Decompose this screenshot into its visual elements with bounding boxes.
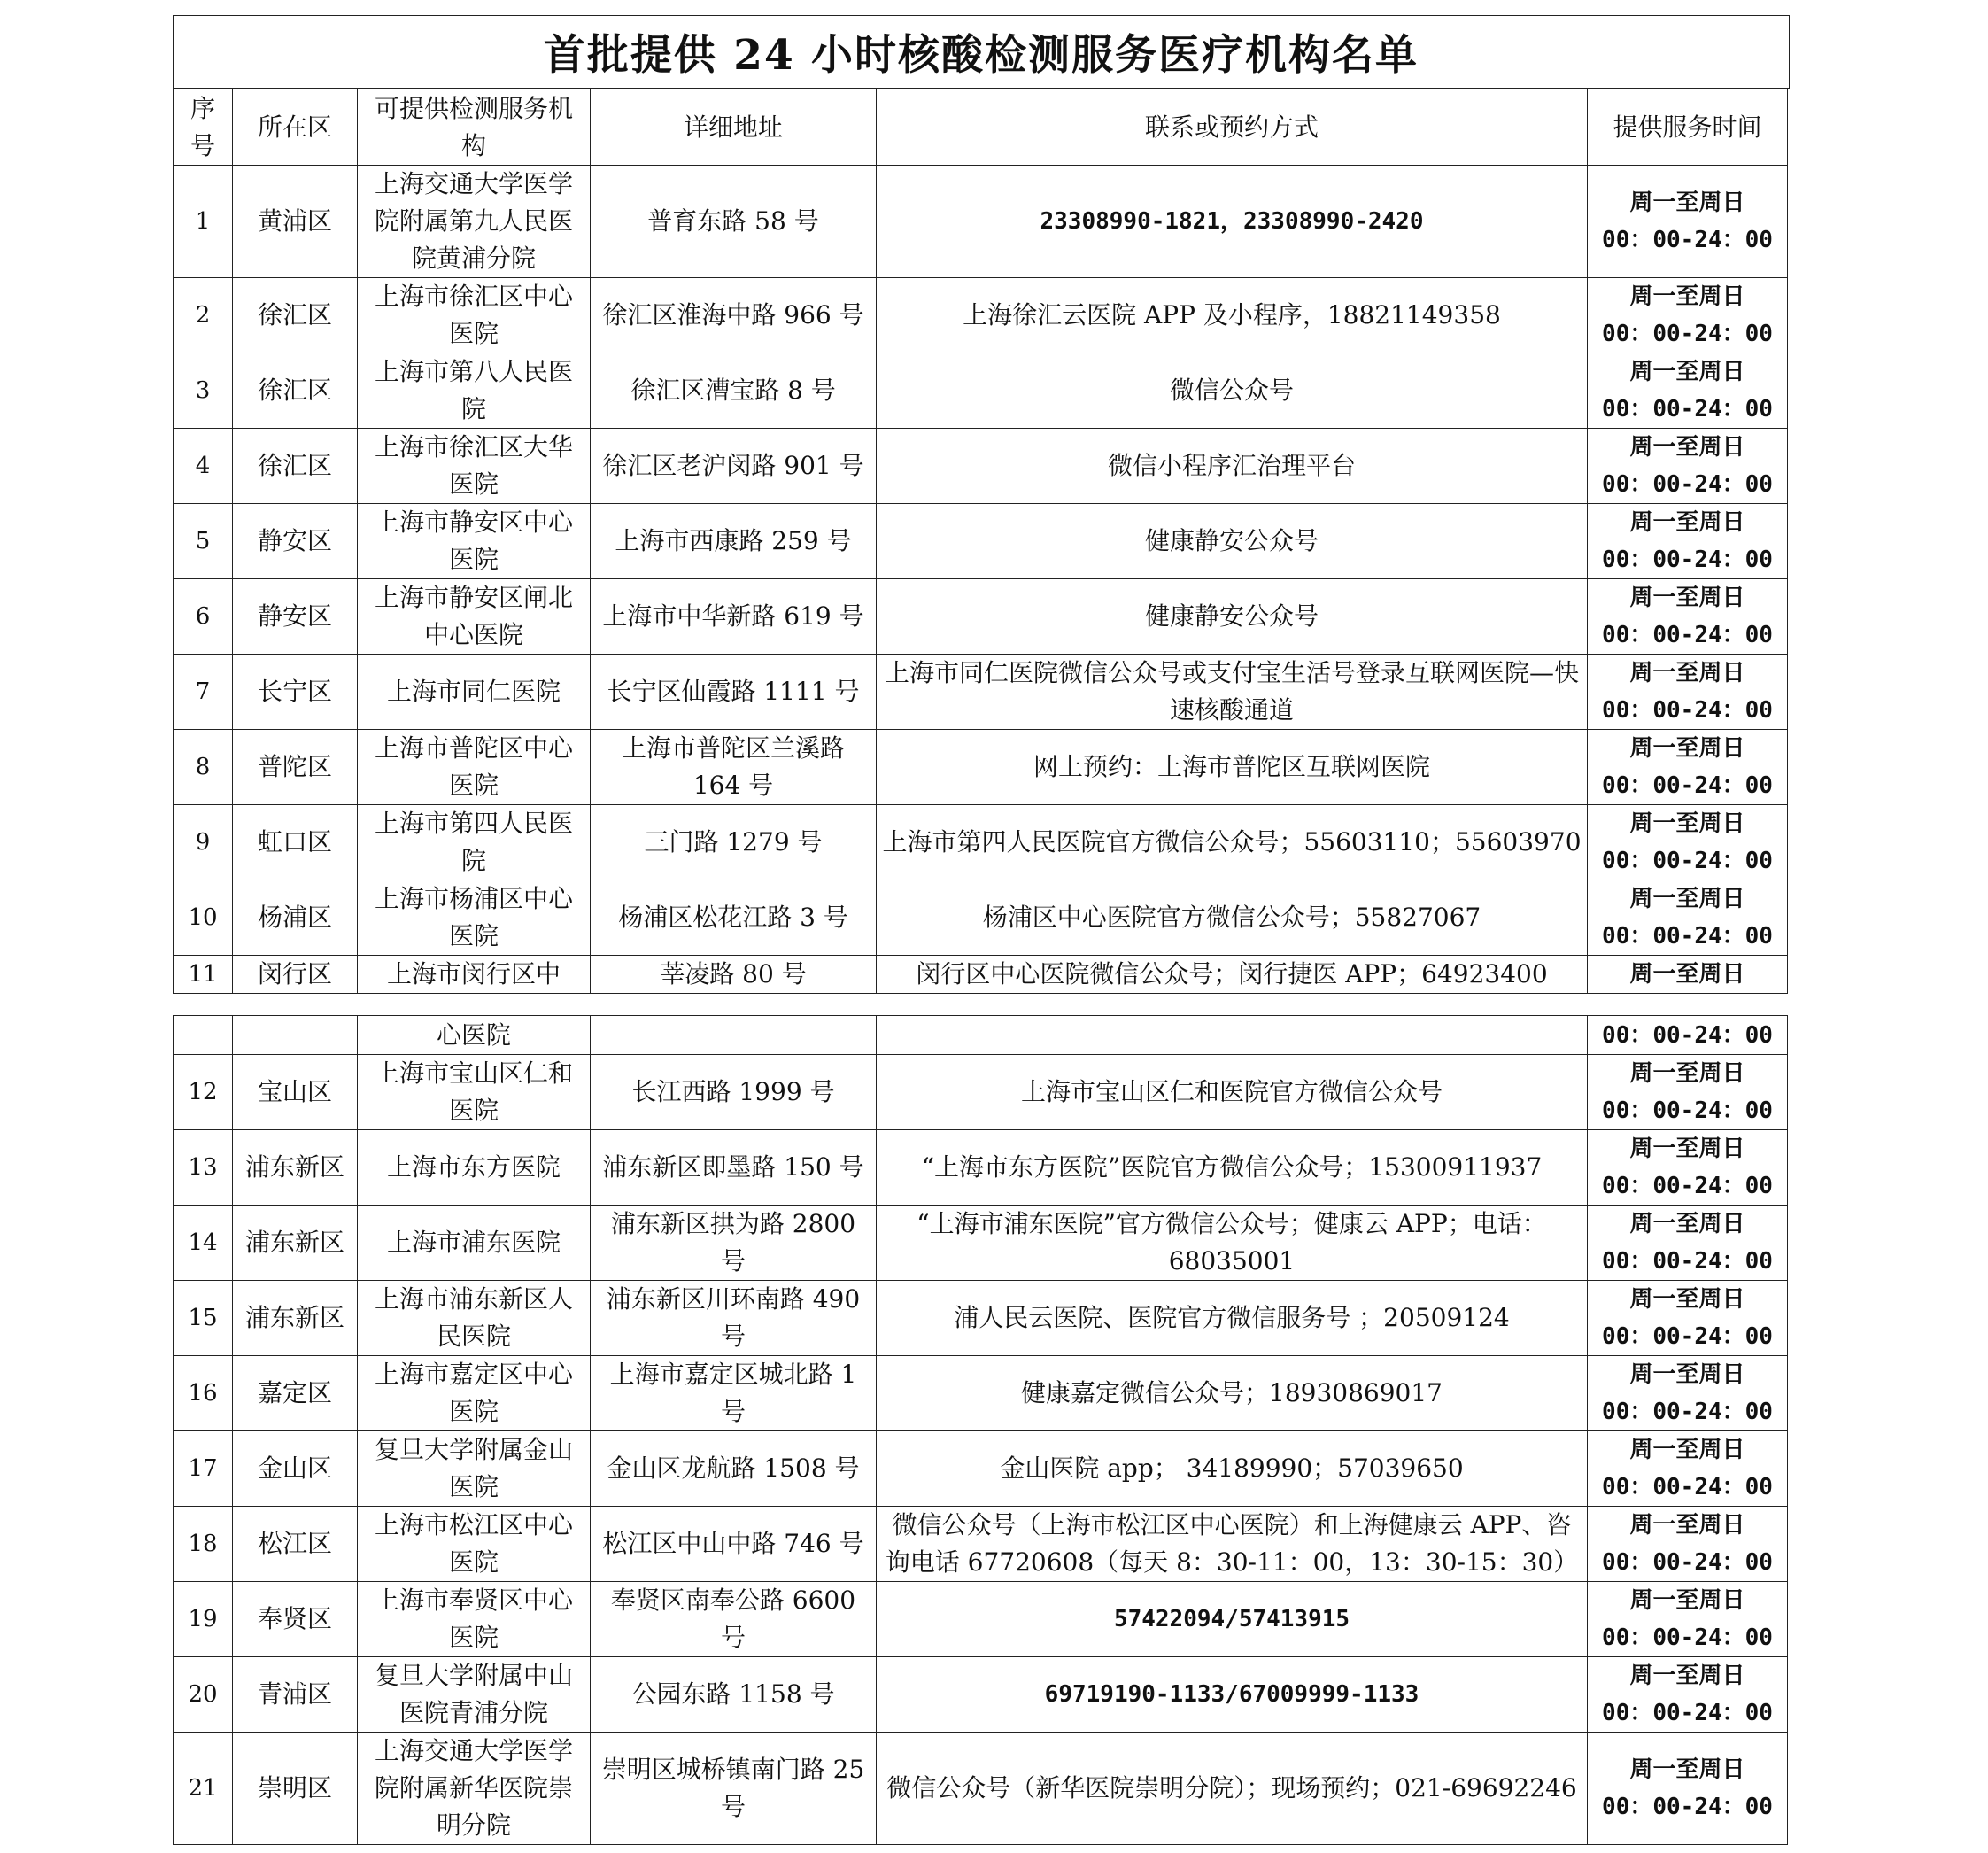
cell-contact: 健康静安公众号 <box>877 504 1588 579</box>
cell-hours <box>1588 1130 1788 1206</box>
hours-time: 00：00-24：00 <box>1602 1624 1773 1651</box>
cell-contact: 上海市同仁医院微信公众号或支付宝生活号登录互联网医院—快速核酸通道 <box>877 655 1588 730</box>
hours-days: 周一至周日 <box>1629 660 1745 686</box>
cell-contact: 杨浦区中心医院官方微信公众号；55827067 <box>877 880 1588 956</box>
table-row <box>174 1130 1788 1206</box>
hours-time: 00：00-24：00 <box>1602 1097 1773 1124</box>
table-row <box>174 1206 1788 1281</box>
cell-address: 长江西路 1999 号 <box>591 1055 877 1130</box>
table-row <box>174 805 1788 880</box>
cell-no: 8 <box>174 730 233 805</box>
cell-district: 崇明区 <box>233 1733 358 1845</box>
cell-address: 浦东新区川环南路 490 号 <box>591 1281 877 1356</box>
cell-no: 2 <box>174 278 233 353</box>
cell-institution: 上海市第八人民医院 <box>358 353 591 429</box>
cell-institution: 上海市闵行区中 <box>358 956 591 994</box>
hours-time: 00：00-24：00 <box>1602 772 1773 799</box>
cell-institution: 心医院 <box>358 1016 591 1055</box>
hours-time: 00：00-24：00 <box>1602 923 1773 950</box>
cell-address: 杨浦区松花江路 3 号 <box>591 880 877 956</box>
cell-no: 13 <box>174 1130 233 1206</box>
cell-contact: 上海市宝山区仁和医院官方微信公众号 <box>877 1055 1588 1130</box>
cell-district: 闵行区 <box>233 956 358 994</box>
table-row <box>174 429 1788 504</box>
cell-address: 上海市西康路 259 号 <box>591 504 877 579</box>
hours-days: 周一至周日 <box>1629 434 1745 461</box>
table-row <box>174 278 1788 353</box>
cell-district: 金山区 <box>233 1431 358 1507</box>
cell-address: 莘凌路 80 号 <box>591 956 877 994</box>
table-row <box>174 1582 1788 1657</box>
cell-institution: 上海市浦东医院 <box>358 1206 591 1281</box>
cell-contact: “上海市浦东医院”官方微信公众号；健康云 APP；电话：68035001 <box>877 1206 1588 1281</box>
cell-no: 6 <box>174 579 233 655</box>
cell-no: 18 <box>174 1507 233 1582</box>
cell-district: 青浦区 <box>233 1657 358 1733</box>
cell-address: 普育东路 58 号 <box>591 166 877 278</box>
cell-contact: 微信小程序汇治理平台 <box>877 429 1588 504</box>
hours-time: 00：00-24：00 <box>1602 622 1773 648</box>
cell-hours <box>1588 1206 1788 1281</box>
cell-contact: 网上预约：上海市普陀区互联网医院 <box>877 730 1588 805</box>
cell-address: 徐汇区淮海中路 966 号 <box>591 278 877 353</box>
cell-no: 12 <box>174 1055 233 1130</box>
cell-no: 9 <box>174 805 233 880</box>
hours-time: 00：00-24：00 <box>1602 848 1773 874</box>
cell-address: 徐汇区漕宝路 8 号 <box>591 353 877 429</box>
cell-contact: 浦人民云医院、医院官方微信服务号 ；20509124 <box>877 1281 1588 1356</box>
cell-institution: 上海市徐汇区中心医院 <box>358 278 591 353</box>
cell-hours: 00：00-24：00 <box>1588 1016 1788 1055</box>
cell-district: 浦东新区 <box>233 1281 358 1356</box>
table-row <box>174 1281 1788 1356</box>
header-row <box>174 89 1788 166</box>
cell-hours <box>1588 1582 1788 1657</box>
cell-no: 16 <box>174 1356 233 1431</box>
hours-time: 00：00-24：00 <box>1602 1474 1773 1500</box>
hours-days: 周一至周日 <box>1629 1756 1745 1783</box>
table-row <box>174 655 1788 730</box>
hours-days: 周一至周日 <box>1629 1136 1745 1162</box>
hours-days: 周一至周日 <box>1629 509 1745 536</box>
cell-hours <box>1588 166 1788 278</box>
cell-institution: 上海交通大学医学院附属新华医院崇明分院 <box>358 1733 591 1845</box>
cell-hours <box>1588 880 1788 956</box>
cell-district: 虹口区 <box>233 805 358 880</box>
hours-time: 00：00-24：00 <box>1602 1173 1773 1199</box>
cell-contact: 69719190-1133/67009999-1133 <box>877 1657 1588 1733</box>
hospital-table-part-2 <box>173 1015 1788 1845</box>
cell-institution: 上海市杨浦区中心医院 <box>358 880 591 956</box>
header-district: 所在区 <box>233 89 358 166</box>
cell-contact: “上海市东方医院”医院官方微信公众号；15300911937 <box>877 1130 1588 1206</box>
hours-days: 周一至周日 <box>1629 886 1745 912</box>
hours-time: 00：00-24：00 <box>1602 1794 1773 1820</box>
table-row <box>174 1431 1788 1507</box>
cell-contact <box>877 1016 1588 1055</box>
cell-institution: 上海市徐汇区大华医院 <box>358 429 591 504</box>
hours-days: 周一至周日 <box>1629 1437 1745 1463</box>
cell-contact: 上海徐汇云医院 APP 及小程序，18821149358 <box>877 278 1588 353</box>
cell-district: 松江区 <box>233 1507 358 1582</box>
hours-time: 00：00-24：00 <box>1602 547 1773 573</box>
cell-no <box>174 1016 233 1055</box>
hours-time: 00：00-24：00 <box>1602 396 1773 423</box>
cell-district: 普陀区 <box>233 730 358 805</box>
table-row <box>174 1733 1788 1845</box>
hours-days: 周一至周日 <box>1629 1663 1745 1689</box>
cell-contact: 微信公众号 <box>877 353 1588 429</box>
cell-contact: 微信公众号（新华医院崇明分院）；现场预约；021-69692246 <box>877 1733 1588 1845</box>
cell-district: 嘉定区 <box>233 1356 358 1431</box>
cell-no: 17 <box>174 1431 233 1507</box>
cell-no: 1 <box>174 166 233 278</box>
cell-contact: 健康静安公众号 <box>877 579 1588 655</box>
table-row <box>174 504 1788 579</box>
cell-district: 静安区 <box>233 579 358 655</box>
table-row <box>174 579 1788 655</box>
cell-no: 7 <box>174 655 233 730</box>
cell-hours <box>1588 1356 1788 1431</box>
cell-institution: 上海市宝山区仁和医院 <box>358 1055 591 1130</box>
cell-contact: 57422094/57413915 <box>877 1582 1588 1657</box>
header-institution: 可提供检测服务机构 <box>358 89 591 166</box>
table-row <box>174 1055 1788 1130</box>
cell-no: 3 <box>174 353 233 429</box>
cell-district: 长宁区 <box>233 655 358 730</box>
cell-hours <box>1588 579 1788 655</box>
header-hours: 提供服务时间 <box>1588 89 1788 166</box>
table-row <box>174 1507 1788 1582</box>
cell-district: 黄浦区 <box>233 166 358 278</box>
hours-time: 00：00-24：00 <box>1602 227 1773 253</box>
table-row <box>174 1657 1788 1733</box>
cell-institution: 上海市静安区闸北中心医院 <box>358 579 591 655</box>
cell-institution: 上海市松江区中心医院 <box>358 1507 591 1582</box>
cell-institution: 上海市奉贤区中心医院 <box>358 1582 591 1657</box>
cell-contact: 健康嘉定微信公众号；18930869017 <box>877 1356 1588 1431</box>
hours-days: 周一至周日 <box>1629 1512 1745 1539</box>
cell-address: 浦东新区即墨路 150 号 <box>591 1130 877 1206</box>
cell-address: 上海市普陀区兰溪路 164 号 <box>591 730 877 805</box>
hours-time: 00：00-24：00 <box>1602 471 1773 498</box>
cell-hours <box>1588 1281 1788 1356</box>
hours-time: 00：00-24：00 <box>1602 1700 1773 1726</box>
hours-days: 周一至周日 <box>1629 1211 1745 1237</box>
header-contact: 联系或预约方式 <box>877 89 1588 166</box>
page-title: 首批提供 24 小时核酸检测服务医疗机构名单 <box>173 15 1790 89</box>
cell-no: 14 <box>174 1206 233 1281</box>
cell-district <box>233 1016 358 1055</box>
hours-days: 周一至周日 <box>1629 1587 1745 1614</box>
table-row <box>174 1356 1788 1431</box>
cell-district: 徐汇区 <box>233 278 358 353</box>
hospital-table-part-1 <box>173 89 1788 994</box>
cell-no: 5 <box>174 504 233 579</box>
cell-district: 浦东新区 <box>233 1206 358 1281</box>
cell-address: 松江区中山中路 746 号 <box>591 1507 877 1582</box>
cell-contact: 23308990-1821，23308990-2420 <box>877 166 1588 278</box>
table-row <box>174 956 1788 994</box>
cell-address: 徐汇区老沪闵路 901 号 <box>591 429 877 504</box>
cell-no: 20 <box>174 1657 233 1733</box>
header-address: 详细地址 <box>591 89 877 166</box>
cell-hours <box>1588 1431 1788 1507</box>
cell-address: 崇明区城桥镇南门路 25 号 <box>591 1733 877 1845</box>
hours-days: 周一至周日 <box>1629 1060 1745 1087</box>
cell-institution: 上海市普陀区中心医院 <box>358 730 591 805</box>
cell-hours <box>1588 1055 1788 1130</box>
cell-district: 浦东新区 <box>233 1130 358 1206</box>
cell-contact: 微信公众号（上海市松江区中心医院）和上海健康云 APP、咨询电话 67720608（每天 8：30-11：00，13：30-15：30） <box>877 1507 1588 1582</box>
table-row <box>174 166 1788 278</box>
hours-time: 00：00-24：00 <box>1602 1248 1773 1275</box>
hours-days: 周一至周日 <box>1629 283 1745 310</box>
cell-district: 杨浦区 <box>233 880 358 956</box>
hours-days: 周一至周日 <box>1629 359 1745 385</box>
cell-hours <box>1588 655 1788 730</box>
cell-hours <box>1588 805 1788 880</box>
cell-hours <box>1588 504 1788 579</box>
cell-hours <box>1588 956 1788 994</box>
hours-days: 周一至周日 <box>1629 810 1745 837</box>
cell-institution: 复旦大学附属中山医院青浦分院 <box>358 1657 591 1733</box>
table-row <box>174 880 1788 956</box>
hours-time: 00：00-24：00 <box>1602 321 1773 347</box>
cell-address: 长宁区仙霞路 1111 号 <box>591 655 877 730</box>
cell-district: 徐汇区 <box>233 429 358 504</box>
hours-time: 00：00-24：00 <box>1602 1549 1773 1576</box>
cell-hours <box>1588 278 1788 353</box>
cell-institution: 上海市东方医院 <box>358 1130 591 1206</box>
cell-district: 奉贤区 <box>233 1582 358 1657</box>
hours-days: 周一至周日 <box>1629 961 1745 988</box>
cell-address: 上海市嘉定区城北路 1 号 <box>591 1356 877 1431</box>
cell-hours <box>1588 353 1788 429</box>
cell-institution: 上海市同仁医院 <box>358 655 591 730</box>
hours-days: 周一至周日 <box>1629 190 1745 216</box>
table-row <box>174 730 1788 805</box>
cell-institution: 上海市浦东新区人民医院 <box>358 1281 591 1356</box>
cell-contact: 金山医院 app； 34189990；57039650 <box>877 1431 1588 1507</box>
cell-hours <box>1588 429 1788 504</box>
cell-institution: 上海市第四人民医院 <box>358 805 591 880</box>
cell-address <box>591 1016 877 1055</box>
hours-days: 周一至周日 <box>1629 1361 1745 1388</box>
cell-address: 上海市中华新路 619 号 <box>591 579 877 655</box>
cell-contact: 闵行区中心医院微信公众号；闵行捷医 APP；64923400 <box>877 956 1588 994</box>
cell-address: 公园东路 1158 号 <box>591 1657 877 1733</box>
cell-hours <box>1588 730 1788 805</box>
cell-address: 浦东新区拱为路 2800 号 <box>591 1206 877 1281</box>
continuation-row <box>174 1016 1788 1055</box>
cell-contact: 上海市第四人民医院官方微信公众号；55603110；55603970 <box>877 805 1588 880</box>
cell-institution: 复旦大学附属金山医院 <box>358 1431 591 1507</box>
cell-no: 11 <box>174 956 233 994</box>
hours-time: 00：00-24：00 <box>1602 1399 1773 1425</box>
cell-no: 21 <box>174 1733 233 1845</box>
cell-no: 4 <box>174 429 233 504</box>
cell-district: 静安区 <box>233 504 358 579</box>
hours-days: 周一至周日 <box>1629 585 1745 611</box>
table-row <box>174 353 1788 429</box>
cell-hours <box>1588 1657 1788 1733</box>
cell-hours <box>1588 1733 1788 1845</box>
cell-address: 奉贤区南奉公路 6600 号 <box>591 1582 877 1657</box>
header-no: 序号 <box>174 89 233 166</box>
hours-days: 周一至周日 <box>1629 735 1745 762</box>
cell-district: 徐汇区 <box>233 353 358 429</box>
cell-address: 金山区龙航路 1508 号 <box>591 1431 877 1507</box>
cell-institution: 上海交通大学医学院附属第九人民医院黄浦分院 <box>358 166 591 278</box>
cell-institution: 上海市嘉定区中心医院 <box>358 1356 591 1431</box>
cell-address: 三门路 1279 号 <box>591 805 877 880</box>
cell-no: 15 <box>174 1281 233 1356</box>
cell-hours <box>1588 1507 1788 1582</box>
hours-time: 00：00-24：00 <box>1602 697 1773 724</box>
cell-institution: 上海市静安区中心医院 <box>358 504 591 579</box>
cell-no: 10 <box>174 880 233 956</box>
cell-no: 19 <box>174 1582 233 1657</box>
hours-days: 周一至周日 <box>1629 1286 1745 1313</box>
hours-time: 00：00-24：00 <box>1602 1323 1773 1350</box>
cell-district: 宝山区 <box>233 1055 358 1130</box>
